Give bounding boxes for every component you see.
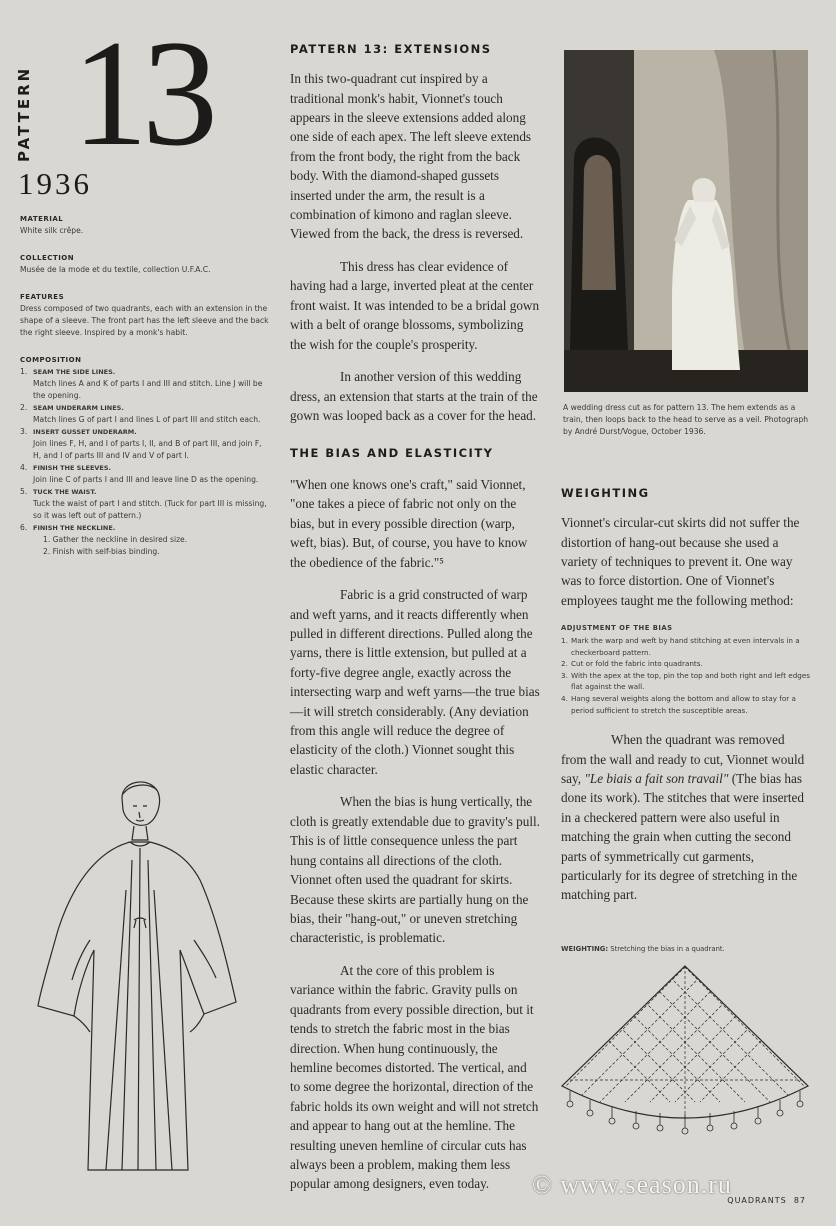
features-text: Dress composed of two quadrants, each with an extension in the shape of a sleeve. The front part has the left sleeve and the back the right sleeve. Inspired by a monk's habit. <box>20 304 269 337</box>
composition-step: 6. FINISH THE NECKLINE. 1. Gather the neckline in desired size. 2. Finish with self-bias binding. <box>20 522 272 558</box>
composition-steps <box>20 366 272 558</box>
bias-paragraph: At the core of this problem is variance within the fabric. Gravity pulls on quadrants from every possible direction, but it tends to stretch the fabric most in the bias direction. When hung continuously, the hemline becomes distorted. The vertical, and to some degree the horizontal, direction of the fabric holds its own weight and will not stretch and appear to hang out at the hemline. The resulting uneven hemline of circular cuts has always been a problem, making them less popular among designers, even today. <box>290 962 539 1192</box>
adjustment-step: 4. Hang several weights along the bottom and allow to stay for a period sufficient to stretch the susceptible areas. <box>561 693 796 715</box>
bias-paragraph: "When one knows one's craft," said Vionnet, "one takes a piece of fabric not only on the bias, but in every possible direction (warp, weft, bias). But, of course, you have to know the obedience of the fabric."⁵ <box>290 477 528 570</box>
collection-text: Musée de la mode et du textile, collection U.F.A.C. <box>20 265 211 274</box>
wedding-dress-photo <box>564 50 808 392</box>
pattern-year: 1936 <box>18 166 92 201</box>
quadrant-diagram <box>550 962 820 1150</box>
adjustment-heading: ADJUSTMENT OF THE BIAS <box>561 624 673 633</box>
extensions-heading: PATTERN 13: EXTENSIONS <box>290 42 492 56</box>
dress-illustration <box>30 770 245 1190</box>
pattern-number: 13 <box>72 9 212 177</box>
weighting-paragraph: When the quadrant was removed from the wall and ready to cut, Vionnet would say, "Le biais a fait son travail" (The bias has done its work). The stitches that were inserted in a checkered pattern were also useful in matching the grain when cutting the second parts of symmetrically cut garments, particularly for its degree of stretching in the matching part. <box>561 732 805 903</box>
running-footer <box>727 1196 806 1205</box>
collection-heading: COLLECTION <box>20 254 75 262</box>
watermark: © www.season.ru <box>532 1170 732 1199</box>
adjustment-list <box>561 623 813 716</box>
composition-step: 5. TUCK THE WAIST. Tuck the waist of part I and stitch. (Tuck for part III is missing, so it was left out of pattern.) <box>20 487 267 520</box>
running-head: QUADRANTS <box>727 1196 787 1205</box>
extensions-paragraph: This dress has clear evidence of having had a large, inverted pleat at the center front waist. It was intended to be a bridal gown with a belt of orange blossoms, symbolizing the wish for the couple's prosperity. <box>290 259 540 352</box>
adjustment-step: 1. Mark the warp and weft by hand stitching at even intervals in a checkerboard pattern. <box>561 636 800 657</box>
features-heading: FEATURES <box>20 293 65 301</box>
bias-paragraph: When the bias is hung vertically, the cloth is greatly extendable due to gravity's pull. This is of little consequence unless the part hung contains all directions of the cloth. Vionnet often used the quadrant for skirts. Because these skirts are partially hung on the bias, their "hang-out," or uneven stretching characteristic, is problematic. <box>290 794 540 946</box>
section-bias-elasticity <box>290 446 540 1207</box>
adjustment-step: 3. With the apex at the top, pin the top and both right and left edges flat against the wall. <box>561 670 811 692</box>
composition-step: 4. FINISH THE SLEEVES. Join line C of parts I and III and leave line D as the opening. <box>20 463 259 484</box>
substep: 2. Finish with self-bias binding. <box>43 547 160 556</box>
adjustment-step: 2. Cut or fold the fabric into quadrants. <box>561 659 703 669</box>
composition-step: 2. SEAM UNDERARM LINES. Match lines G of part I and lines L of part III and stitch each. <box>20 403 261 424</box>
extensions-paragraph: In this two-quadrant cut inspired by a traditional monk's habit, Vionnet's touch appears in the sleeve extensions added along one side of each apex. The left sleeve extends from the front body, the right from the back body. With the diamond-shaped gussets inserted under the arm, the result is a combination of kimono and raglan sleeve. Viewed from the back, the dress is reversed. <box>290 71 532 242</box>
photo-caption: A wedding dress cut as for pattern 13. The hem extends as a train, then loops back to the head to serve as a veil. Photograph by André Durst/Vogue, October 1936. <box>563 403 809 436</box>
sidebar-specs <box>20 213 272 558</box>
substep: 1. Gather the neckline in desired size. <box>43 535 188 544</box>
extensions-paragraph: In another version of this wedding dress, an extension that starts at the train of the gown was looped back as a cover for the head. <box>290 369 538 424</box>
weighting-heading: WEIGHTING <box>561 486 650 500</box>
material-heading: MATERIAL <box>20 215 64 223</box>
wedding-dress-photo-image <box>564 50 808 392</box>
weighting-paragraph: Vionnet's circular-cut skirts did not suffer the distortion of hang-out because she used a variety of techniques to prevent it. One way was to force distortion. One of Vionnet's employees taught me the following method: <box>561 515 800 608</box>
material-text: White silk crêpe. <box>20 226 84 235</box>
page-number: 87 <box>793 1196 806 1205</box>
pattern-vertical-label: PATTERN <box>15 65 33 162</box>
bias-paragraph: Fabric is a grid constructed of warp and weft yarns, and it reacts differently when pulled in different directions. Pulled along the yarns, there is little extension, but pulled at a forty-five degree angle, exactly across the intersecting warp and weft yarns—the true bias—it will stretch considerably. (Any deviation from this angle will reduce the degree of elasticity of the cloth.) Vionnet sought this elastic character. <box>290 587 540 777</box>
composition-step: 1. SEAM THE SIDE LINES. Match lines A and K of parts I and III and stitch. Line J will be the opening. <box>20 367 263 400</box>
composition-step: 3. INSERT GUSSET UNDERARM. Join lines F, H, and I of parts I, II, and B of part III, and join F, H, and I of parts III and IV and V of part I. <box>20 427 262 460</box>
figure-caption: WEIGHTING: Stretching the bias in a quadrant. <box>561 945 725 953</box>
composition-heading: COMPOSITION <box>20 356 82 364</box>
section-weighting <box>561 486 813 918</box>
section-extensions <box>290 42 540 439</box>
bias-heading: THE BIAS AND ELASTICITY <box>290 446 494 460</box>
